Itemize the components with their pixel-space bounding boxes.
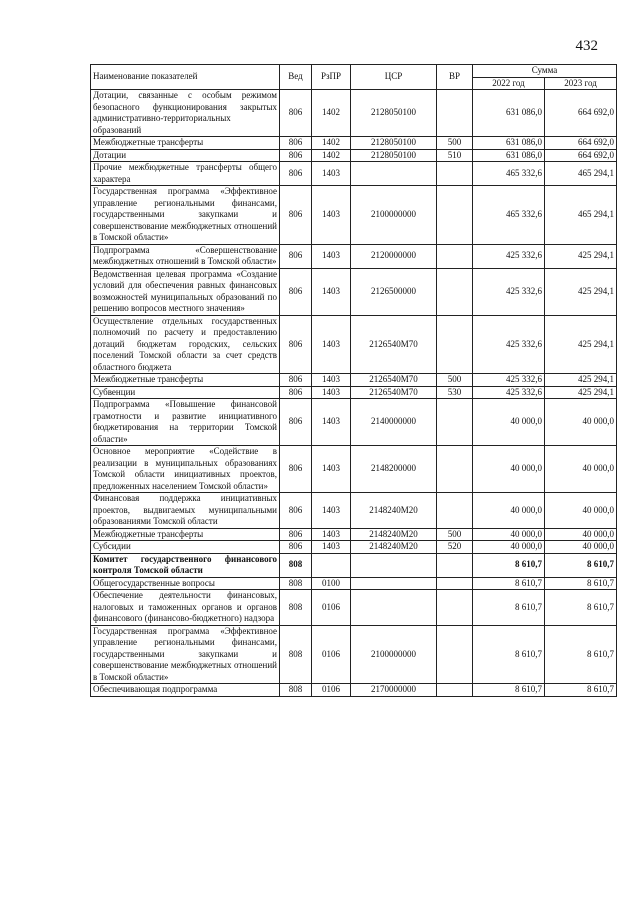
row-rzpr: 1403 xyxy=(312,268,351,315)
row-name: Межбюджетные трансферты xyxy=(91,528,280,541)
row-name: Осуществление отдельных государственных полномочий по расчету и предоставлению дотаций бюджетам городских, сельских поселений Томской области за счет средств областного бюджета xyxy=(91,315,280,374)
row-name: Дотации, связанные с особым режимом безопасного функционирования закрытых административно-территориальных образований xyxy=(91,90,280,137)
row-vr xyxy=(437,590,473,626)
row-sum-2023: 40 000,0 xyxy=(545,399,617,446)
table-row xyxy=(91,625,617,684)
row-vr xyxy=(437,90,473,137)
table-row xyxy=(91,137,617,150)
row-vr: 510 xyxy=(437,149,473,162)
row-csr: 2148240М20 xyxy=(351,541,437,554)
row-csr: 2128050100 xyxy=(351,137,437,150)
row-sum-2023: 40 000,0 xyxy=(545,541,617,554)
row-csr: 2126540М70 xyxy=(351,386,437,399)
row-name: Общегосударственные вопросы xyxy=(91,577,280,590)
row-ved: 806 xyxy=(280,493,312,529)
row-name: Основное мероприятие «Содействие в реализации в муниципальных образованиях Томской области инициативных проектов, предложенных населением Томской области» xyxy=(91,446,280,493)
row-name: Государственная программа «Эффективное управление региональными финансами, государственными закупками и совершенствование межбюджетных отношений в Томской области» xyxy=(91,625,280,684)
row-rzpr: 1403 xyxy=(312,541,351,554)
row-sum-2023: 664 692,0 xyxy=(545,149,617,162)
row-csr xyxy=(351,577,437,590)
table-row xyxy=(91,149,617,162)
budget-table xyxy=(90,64,617,697)
header-vr: ВР xyxy=(437,65,473,90)
row-rzpr: 1403 xyxy=(312,315,351,374)
row-name: Финансовая поддержка инициативных проектов, выдвигаемых муниципальными образованиями Томской области xyxy=(91,493,280,529)
row-ved: 808 xyxy=(280,553,312,577)
row-sum-2022: 425 332,6 xyxy=(473,268,545,315)
row-sum-2022: 631 086,0 xyxy=(473,149,545,162)
header-sum: Сумма xyxy=(473,65,617,78)
row-vr xyxy=(437,244,473,268)
row-sum-2023: 40 000,0 xyxy=(545,493,617,529)
header-year-2022: 2022 год xyxy=(473,77,545,90)
table-row xyxy=(91,162,617,186)
table-body xyxy=(91,90,617,697)
row-rzpr: 1403 xyxy=(312,162,351,186)
row-csr: 2100000000 xyxy=(351,186,437,245)
row-sum-2023: 425 294,1 xyxy=(545,244,617,268)
row-csr: 2140000000 xyxy=(351,399,437,446)
row-csr: 2148240М20 xyxy=(351,493,437,529)
row-csr: 2100000000 xyxy=(351,625,437,684)
row-name: Обеспечение деятельности финансовых, налоговых и таможенных органов и органов финансового (финансово-бюджетного) надзора xyxy=(91,590,280,626)
row-sum-2022: 8 610,7 xyxy=(473,553,545,577)
row-sum-2023: 425 294,1 xyxy=(545,374,617,387)
row-name: Дотации xyxy=(91,149,280,162)
row-sum-2023: 40 000,0 xyxy=(545,446,617,493)
row-ved: 806 xyxy=(280,268,312,315)
row-vr xyxy=(437,186,473,245)
row-name: Межбюджетные трансферты xyxy=(91,374,280,387)
row-rzpr: 1403 xyxy=(312,386,351,399)
row-name: Прочие межбюджетные трансферты общего характера xyxy=(91,162,280,186)
row-sum-2022: 425 332,6 xyxy=(473,315,545,374)
row-ved: 806 xyxy=(280,386,312,399)
row-sum-2023: 8 610,7 xyxy=(545,625,617,684)
row-sum-2023: 664 692,0 xyxy=(545,137,617,150)
row-ved: 806 xyxy=(280,149,312,162)
row-ved: 806 xyxy=(280,90,312,137)
row-sum-2022: 425 332,6 xyxy=(473,374,545,387)
row-csr: 2126540М70 xyxy=(351,374,437,387)
row-sum-2023: 664 692,0 xyxy=(545,90,617,137)
row-csr: 2126540М70 xyxy=(351,315,437,374)
row-csr: 2148240М20 xyxy=(351,528,437,541)
row-name: Обеспечивающая подпрограмма xyxy=(91,684,280,697)
table-header xyxy=(91,65,617,90)
row-vr xyxy=(437,446,473,493)
table-row xyxy=(91,244,617,268)
row-csr: 2170000000 xyxy=(351,684,437,697)
row-rzpr: 1403 xyxy=(312,186,351,245)
row-sum-2023: 40 000,0 xyxy=(545,528,617,541)
table-row xyxy=(91,528,617,541)
row-rzpr: 0106 xyxy=(312,625,351,684)
row-vr: 520 xyxy=(437,541,473,554)
row-sum-2022: 8 610,7 xyxy=(473,684,545,697)
row-vr xyxy=(437,399,473,446)
table-row xyxy=(91,541,617,554)
row-name: Межбюджетные трансферты xyxy=(91,137,280,150)
row-ved: 806 xyxy=(280,541,312,554)
row-sum-2023: 465 294,1 xyxy=(545,162,617,186)
row-sum-2023: 8 610,7 xyxy=(545,684,617,697)
row-name: Подпрограмма «Повышение финансовой грамотности и развитие инициативного бюджетирования на территории Томской области» xyxy=(91,399,280,446)
row-sum-2022: 40 000,0 xyxy=(473,493,545,529)
row-ved: 806 xyxy=(280,162,312,186)
row-ved: 806 xyxy=(280,399,312,446)
row-rzpr: 1402 xyxy=(312,90,351,137)
table-row xyxy=(91,186,617,245)
row-ved: 806 xyxy=(280,446,312,493)
row-sum-2022: 40 000,0 xyxy=(473,399,545,446)
table-row xyxy=(91,590,617,626)
row-vr xyxy=(437,625,473,684)
row-vr: 500 xyxy=(437,528,473,541)
row-sum-2023: 8 610,7 xyxy=(545,553,617,577)
table-row xyxy=(91,493,617,529)
row-rzpr: 1403 xyxy=(312,493,351,529)
row-sum-2022: 425 332,6 xyxy=(473,386,545,399)
row-csr xyxy=(351,162,437,186)
row-vr: 500 xyxy=(437,137,473,150)
row-ved: 808 xyxy=(280,625,312,684)
row-sum-2023: 8 610,7 xyxy=(545,590,617,626)
row-name: Субсидии xyxy=(91,541,280,554)
row-name: Государственная программа «Эффективное управление региональными финансами, государственными закупками и совершенствование межбюджетных отношений в Томской области» xyxy=(91,186,280,245)
header-csr: ЦСР xyxy=(351,65,437,90)
row-sum-2022: 465 332,6 xyxy=(473,186,545,245)
row-sum-2023: 425 294,1 xyxy=(545,386,617,399)
row-rzpr: 1403 xyxy=(312,528,351,541)
row-rzpr: 1403 xyxy=(312,374,351,387)
row-ved: 808 xyxy=(280,684,312,697)
row-sum-2022: 631 086,0 xyxy=(473,137,545,150)
row-csr xyxy=(351,553,437,577)
table-row xyxy=(91,268,617,315)
page-number: 432 xyxy=(575,38,598,54)
table-row xyxy=(91,684,617,697)
row-vr: 530 xyxy=(437,386,473,399)
row-rzpr: 1403 xyxy=(312,446,351,493)
table-row xyxy=(91,386,617,399)
row-vr xyxy=(437,493,473,529)
row-rzpr: 1403 xyxy=(312,399,351,446)
row-csr: 2126500000 xyxy=(351,268,437,315)
table-row xyxy=(91,446,617,493)
row-name: Субвенции xyxy=(91,386,280,399)
row-vr: 500 xyxy=(437,374,473,387)
row-rzpr xyxy=(312,553,351,577)
row-sum-2022: 40 000,0 xyxy=(473,541,545,554)
row-sum-2022: 631 086,0 xyxy=(473,90,545,137)
row-ved: 808 xyxy=(280,577,312,590)
header-ved: Вед xyxy=(280,65,312,90)
row-rzpr: 1402 xyxy=(312,149,351,162)
row-name: Комитет государственного финансового контроля Томской области xyxy=(91,553,280,577)
row-name: Ведомственная целевая программа «Создание условий для обеспечения равных финансовых возможностей муниципальных образований по решению вопросов местного значения» xyxy=(91,268,280,315)
row-sum-2022: 465 332,6 xyxy=(473,162,545,186)
row-vr xyxy=(437,315,473,374)
row-csr: 2120000000 xyxy=(351,244,437,268)
row-rzpr: 0106 xyxy=(312,684,351,697)
row-sum-2022: 8 610,7 xyxy=(473,577,545,590)
row-sum-2022: 8 610,7 xyxy=(473,625,545,684)
row-csr xyxy=(351,590,437,626)
row-sum-2022: 40 000,0 xyxy=(473,528,545,541)
row-rzpr: 1402 xyxy=(312,137,351,150)
row-ved: 806 xyxy=(280,244,312,268)
header-name: Наименование показателей xyxy=(91,65,280,90)
row-vr xyxy=(437,577,473,590)
row-ved: 806 xyxy=(280,528,312,541)
row-sum-2023: 425 294,1 xyxy=(545,315,617,374)
table-row xyxy=(91,315,617,374)
row-name: Подпрограмма «Совершенствование межбюджетных отношений в Томской области» xyxy=(91,244,280,268)
row-ved: 806 xyxy=(280,374,312,387)
table-row xyxy=(91,399,617,446)
row-rzpr: 0100 xyxy=(312,577,351,590)
row-sum-2022: 425 332,6 xyxy=(473,244,545,268)
table-row xyxy=(91,577,617,590)
row-rzpr: 0106 xyxy=(312,590,351,626)
table-row xyxy=(91,90,617,137)
row-vr xyxy=(437,684,473,697)
table-row xyxy=(91,374,617,387)
row-sum-2023: 8 610,7 xyxy=(545,577,617,590)
row-csr: 2128050100 xyxy=(351,90,437,137)
header-rzpr: РзПР xyxy=(312,65,351,90)
row-sum-2023: 465 294,1 xyxy=(545,186,617,245)
header-year-2023: 2023 год xyxy=(545,77,617,90)
row-vr xyxy=(437,268,473,315)
row-sum-2022: 40 000,0 xyxy=(473,446,545,493)
row-rzpr: 1403 xyxy=(312,244,351,268)
row-sum-2023: 425 294,1 xyxy=(545,268,617,315)
row-ved: 808 xyxy=(280,590,312,626)
row-ved: 806 xyxy=(280,137,312,150)
row-csr: 2148200000 xyxy=(351,446,437,493)
table-row xyxy=(91,553,617,577)
row-sum-2022: 8 610,7 xyxy=(473,590,545,626)
row-ved: 806 xyxy=(280,186,312,245)
row-vr xyxy=(437,553,473,577)
row-csr: 2128050100 xyxy=(351,149,437,162)
row-vr xyxy=(437,162,473,186)
row-ved: 806 xyxy=(280,315,312,374)
